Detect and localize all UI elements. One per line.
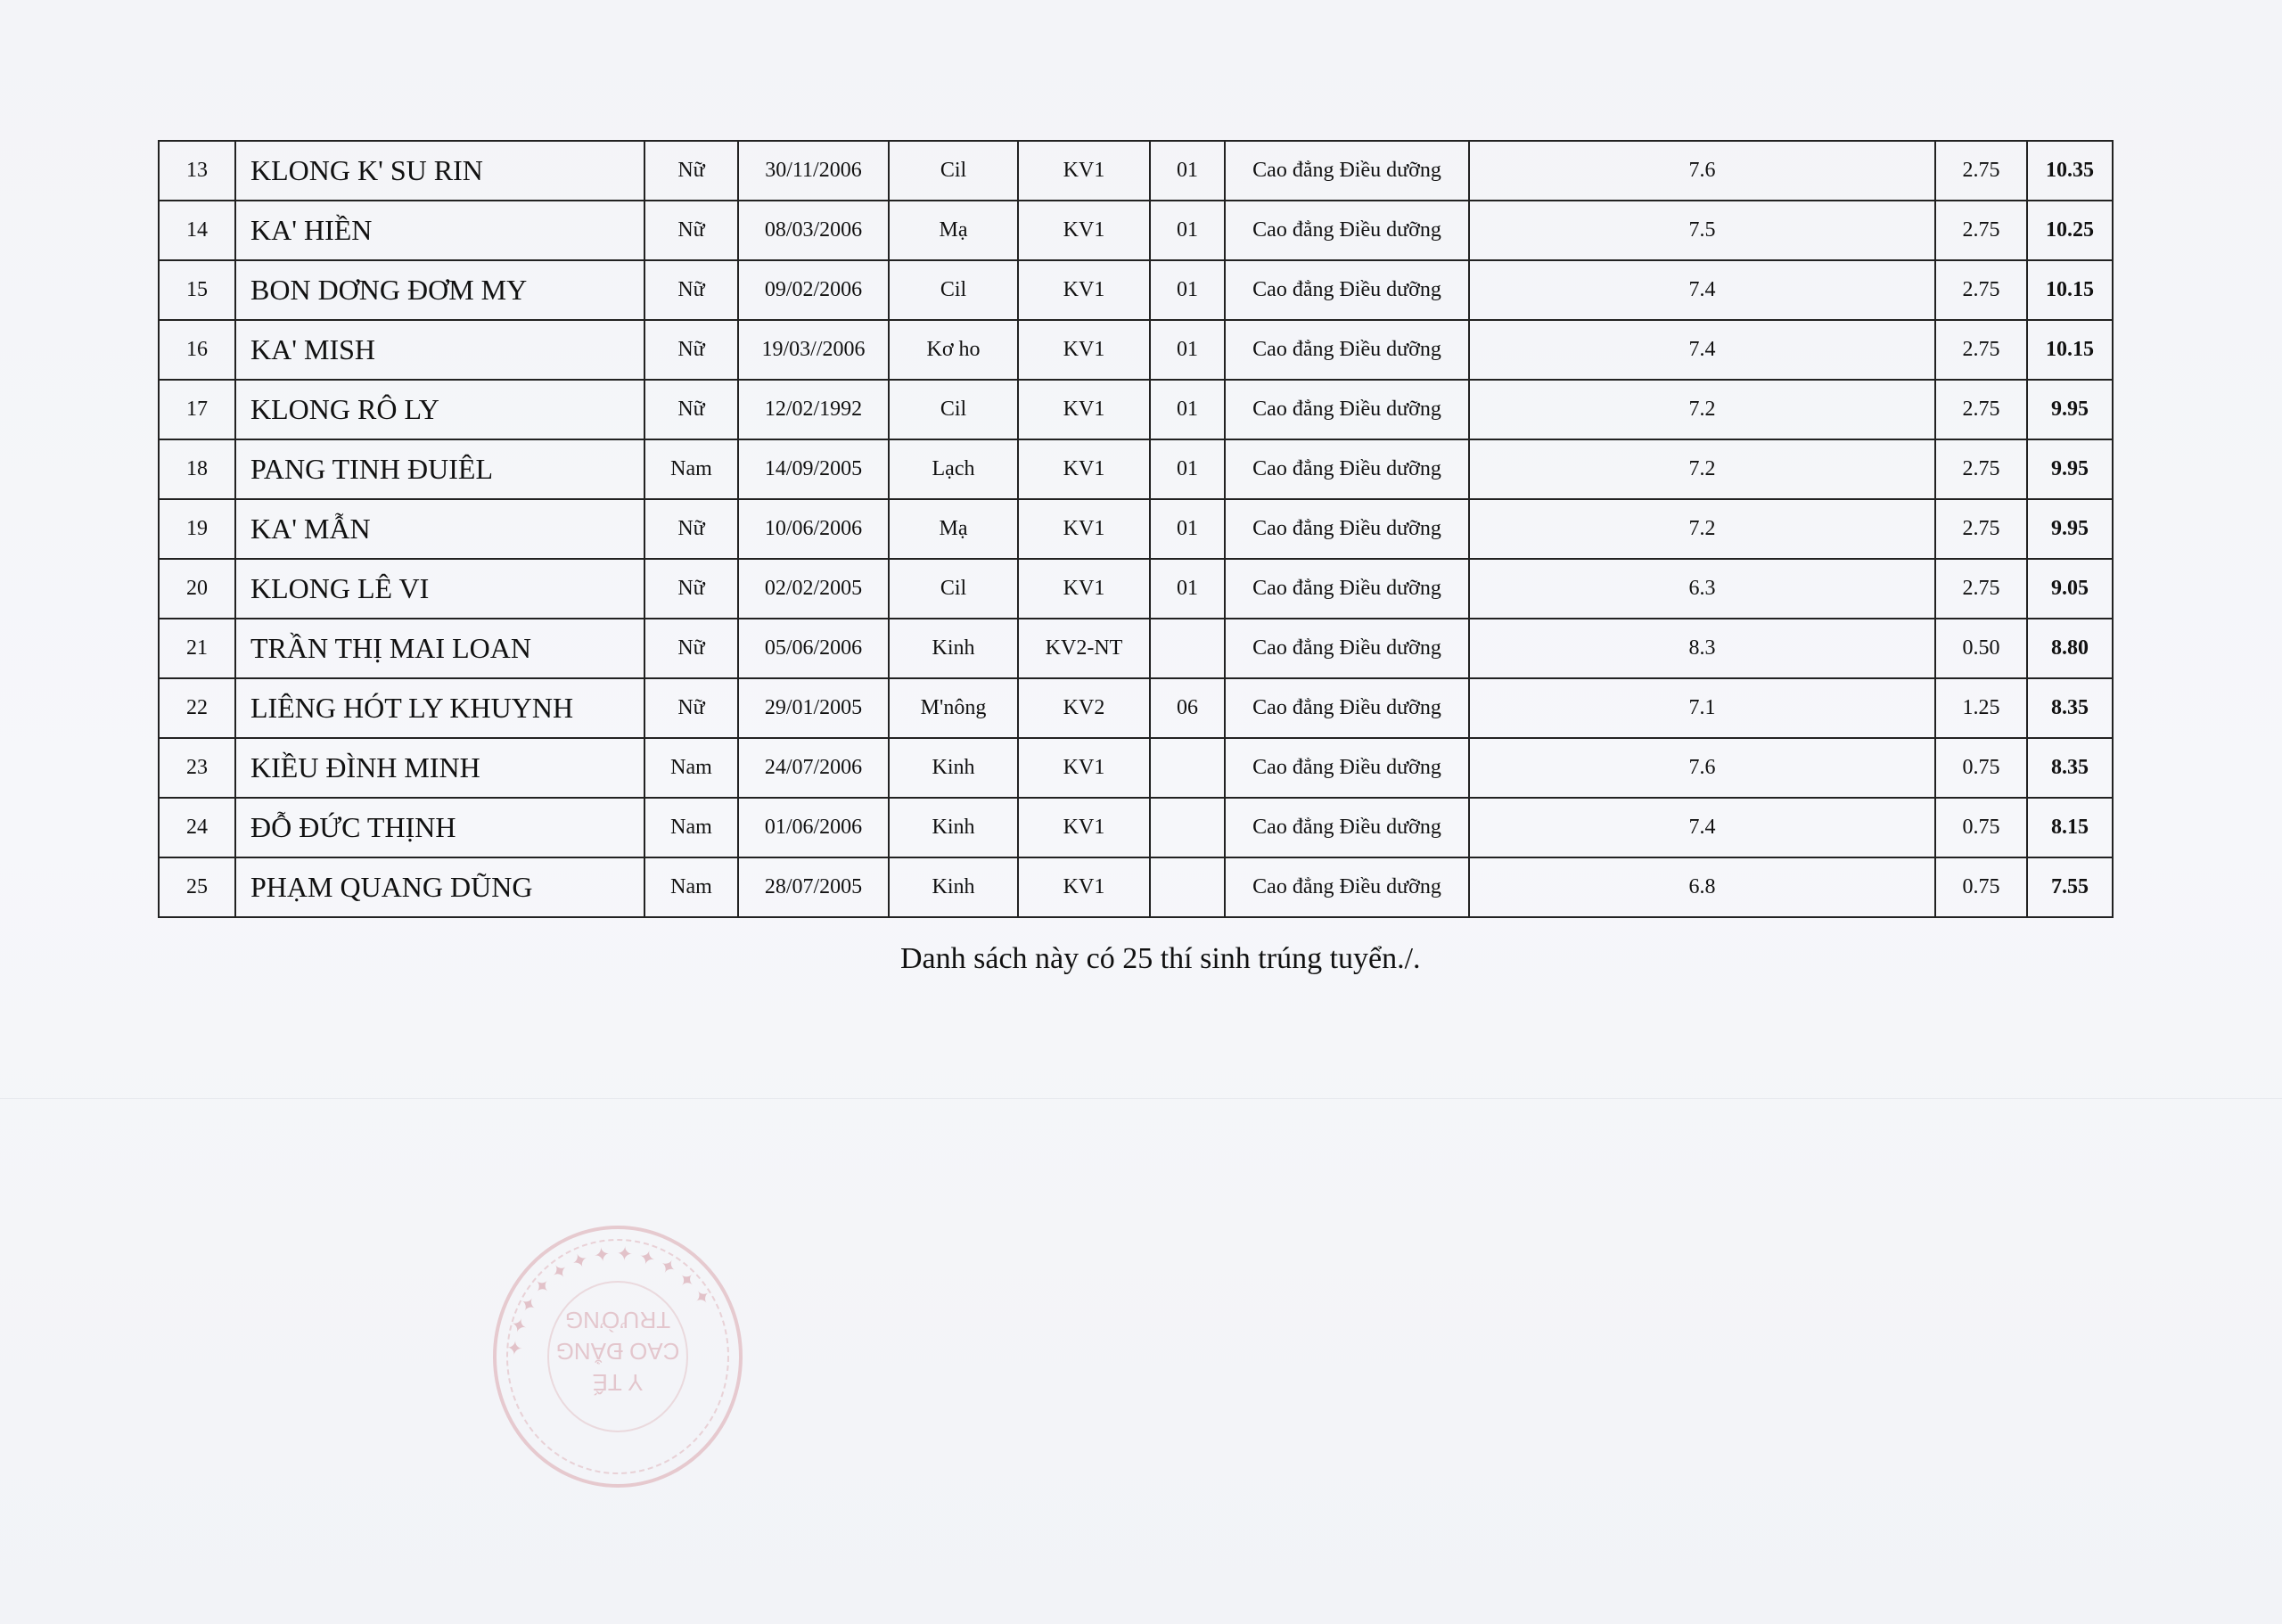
date-of-birth-cell: 24/07/2006: [738, 738, 889, 798]
total-score-cell: 8.80: [2027, 619, 2113, 678]
total-score-cell: 9.05: [2027, 559, 2113, 619]
ethnicity-cell: Mạ: [889, 201, 1018, 260]
total-score-cell: 7.55: [2027, 857, 2113, 917]
table-row: [159, 380, 2113, 439]
footer-note: Danh sách này có 25 thí sinh trúng tuyển./.: [900, 942, 1421, 975]
ethnicity-cell: Lạch: [889, 439, 1018, 499]
major-cell: Cao đẳng Điều dưỡng: [1225, 738, 1469, 798]
row-number-cell: 23: [159, 738, 235, 798]
major-cell: Cao đẳng Điều dưỡng: [1225, 619, 1469, 678]
score-cell: 7.2: [1469, 380, 1935, 439]
candidate-name-cell: ĐỖ ĐỨC THỊNH: [235, 798, 644, 857]
score-cell: 7.4: [1469, 798, 1935, 857]
gender-cell: Nam: [644, 738, 738, 798]
table-row: [159, 141, 2113, 201]
priority-cell: 01: [1150, 380, 1225, 439]
score-cell: 7.1: [1469, 678, 1935, 738]
ethnicity-cell: M'nông: [889, 678, 1018, 738]
date-of-birth-cell: 10/06/2006: [738, 499, 889, 559]
table-row: [159, 619, 2113, 678]
candidate-name-cell: PHẠM QUANG DŨNG: [235, 857, 644, 917]
total-score-cell: 10.25: [2027, 201, 2113, 260]
row-number-cell: 13: [159, 141, 235, 201]
gender-cell: Nữ: [644, 499, 738, 559]
date-of-birth-cell: 05/06/2006: [738, 619, 889, 678]
date-of-birth-cell: 19/03//2006: [738, 320, 889, 380]
bonus-points-cell: 2.75: [1935, 260, 2027, 320]
total-score-cell: 10.15: [2027, 320, 2113, 380]
area-cell: KV1: [1018, 559, 1150, 619]
bonus-points-cell: 2.75: [1935, 380, 2027, 439]
candidate-name-cell: KA' MISH: [235, 320, 644, 380]
area-cell: KV1: [1018, 798, 1150, 857]
svg-text:TRƯỜNG: TRƯỜNG: [564, 1307, 671, 1333]
table-row: [159, 260, 2113, 320]
ethnicity-cell: Kinh: [889, 619, 1018, 678]
candidate-name-cell: KA' MẪN: [235, 499, 644, 559]
area-cell: KV1: [1018, 260, 1150, 320]
total-score-cell: 9.95: [2027, 499, 2113, 559]
score-cell: 7.2: [1469, 439, 1935, 499]
official-seal-stamp: [488, 1223, 747, 1490]
total-score-cell: 8.35: [2027, 678, 2113, 738]
date-of-birth-cell: 28/07/2005: [738, 857, 889, 917]
scan-line: [0, 1098, 2282, 1099]
bonus-points-cell: 0.50: [1935, 619, 2027, 678]
svg-text:CAO ĐẲNG: CAO ĐẲNG: [555, 1338, 680, 1365]
area-cell: KV1: [1018, 320, 1150, 380]
row-number-cell: 20: [159, 559, 235, 619]
gender-cell: Nữ: [644, 559, 738, 619]
major-cell: Cao đẳng Điều dưỡng: [1225, 141, 1469, 201]
major-cell: Cao đẳng Điều dưỡng: [1225, 320, 1469, 380]
priority-cell: [1150, 798, 1225, 857]
date-of-birth-cell: 29/01/2005: [738, 678, 889, 738]
row-number-cell: 25: [159, 857, 235, 917]
bonus-points-cell: 1.25: [1935, 678, 2027, 738]
major-cell: Cao đẳng Điều dưỡng: [1225, 201, 1469, 260]
ethnicity-cell: Cil: [889, 260, 1018, 320]
priority-cell: 01: [1150, 141, 1225, 201]
area-cell: KV1: [1018, 439, 1150, 499]
table-row: [159, 559, 2113, 619]
date-of-birth-cell: 09/02/2006: [738, 260, 889, 320]
ethnicity-cell: Cil: [889, 141, 1018, 201]
ethnicity-cell: Kơ ho: [889, 320, 1018, 380]
ethnicity-cell: Mạ: [889, 499, 1018, 559]
bonus-points-cell: 2.75: [1935, 499, 2027, 559]
score-cell: 7.4: [1469, 260, 1935, 320]
ethnicity-cell: Kinh: [889, 738, 1018, 798]
major-cell: Cao đẳng Điều dưỡng: [1225, 260, 1469, 320]
area-cell: KV1: [1018, 380, 1150, 439]
row-number-cell: 14: [159, 201, 235, 260]
major-cell: Cao đẳng Điều dưỡng: [1225, 380, 1469, 439]
candidate-name-cell: KLONG LÊ VI: [235, 559, 644, 619]
score-cell: 6.3: [1469, 559, 1935, 619]
table-row: [159, 201, 2113, 260]
candidate-name-cell: KLONG K' SU RIN: [235, 141, 644, 201]
area-cell: KV1: [1018, 738, 1150, 798]
score-cell: 7.6: [1469, 141, 1935, 201]
ethnicity-cell: Cil: [889, 380, 1018, 439]
score-cell: 6.8: [1469, 857, 1935, 917]
bonus-points-cell: 2.75: [1935, 201, 2027, 260]
bonus-points-cell: 0.75: [1935, 798, 2027, 857]
row-number-cell: 21: [159, 619, 235, 678]
total-score-cell: 9.95: [2027, 380, 2113, 439]
bonus-points-cell: 0.75: [1935, 738, 2027, 798]
table-row: [159, 798, 2113, 857]
results-table: [158, 140, 2114, 918]
gender-cell: Nữ: [644, 260, 738, 320]
date-of-birth-cell: 02/02/2005: [738, 559, 889, 619]
row-number-cell: 18: [159, 439, 235, 499]
svg-text:Y TẾ: Y TẾ: [592, 1369, 644, 1396]
gender-cell: Nam: [644, 857, 738, 917]
table-row: [159, 857, 2113, 917]
row-number-cell: 24: [159, 798, 235, 857]
candidate-name-cell: TRẦN THỊ MAI LOAN: [235, 619, 644, 678]
bonus-points-cell: 2.75: [1935, 320, 2027, 380]
gender-cell: Nam: [644, 798, 738, 857]
gender-cell: Nữ: [644, 380, 738, 439]
area-cell: KV1: [1018, 141, 1150, 201]
results-table-body: [159, 141, 2113, 917]
total-score-cell: 8.15: [2027, 798, 2113, 857]
priority-cell: 01: [1150, 320, 1225, 380]
area-cell: KV1: [1018, 201, 1150, 260]
priority-cell: 01: [1150, 439, 1225, 499]
priority-cell: 01: [1150, 201, 1225, 260]
priority-cell: [1150, 738, 1225, 798]
bonus-points-cell: 2.75: [1935, 559, 2027, 619]
score-cell: 7.2: [1469, 499, 1935, 559]
date-of-birth-cell: 08/03/2006: [738, 201, 889, 260]
total-score-cell: 10.15: [2027, 260, 2113, 320]
row-number-cell: 16: [159, 320, 235, 380]
row-number-cell: 15: [159, 260, 235, 320]
priority-cell: [1150, 619, 1225, 678]
bonus-points-cell: 2.75: [1935, 141, 2027, 201]
date-of-birth-cell: 01/06/2006: [738, 798, 889, 857]
major-cell: Cao đẳng Điều dưỡng: [1225, 559, 1469, 619]
table-row: [159, 738, 2113, 798]
table-row: [159, 499, 2113, 559]
total-score-cell: 9.95: [2027, 439, 2113, 499]
major-cell: Cao đẳng Điều dưỡng: [1225, 499, 1469, 559]
score-cell: 7.6: [1469, 738, 1935, 798]
score-cell: 7.4: [1469, 320, 1935, 380]
date-of-birth-cell: 12/02/1992: [738, 380, 889, 439]
ethnicity-cell: Kinh: [889, 857, 1018, 917]
major-cell: Cao đẳng Điều dưỡng: [1225, 439, 1469, 499]
table-row: [159, 439, 2113, 499]
candidate-name-cell: LIÊNG HÓT LY KHUYNH: [235, 678, 644, 738]
table-row: [159, 320, 2113, 380]
gender-cell: Nữ: [644, 141, 738, 201]
major-cell: Cao đẳng Điều dưỡng: [1225, 678, 1469, 738]
ethnicity-cell: Cil: [889, 559, 1018, 619]
area-cell: KV2: [1018, 678, 1150, 738]
candidate-name-cell: BON DƠNG ĐƠM MY: [235, 260, 644, 320]
total-score-cell: 10.35: [2027, 141, 2113, 201]
gender-cell: Nam: [644, 439, 738, 499]
gender-cell: Nữ: [644, 619, 738, 678]
ethnicity-cell: Kinh: [889, 798, 1018, 857]
bonus-points-cell: 2.75: [1935, 439, 2027, 499]
area-cell: KV1: [1018, 857, 1150, 917]
candidate-name-cell: KA' HIỀN: [235, 201, 644, 260]
gender-cell: Nữ: [644, 201, 738, 260]
priority-cell: 01: [1150, 559, 1225, 619]
candidate-name-cell: PANG TINH ĐUIÊL: [235, 439, 644, 499]
gender-cell: Nữ: [644, 678, 738, 738]
date-of-birth-cell: 14/09/2005: [738, 439, 889, 499]
row-number-cell: 19: [159, 499, 235, 559]
svg-text:✦ ✦ ✦ ✦ ✦ ✦ ✦ ✦ ✦ ✦ ✦ ✦: ✦ ✦ ✦ ✦ ✦ ✦ ✦ ✦ ✦ ✦ ✦ ✦: [503, 1242, 716, 1357]
priority-cell: 01: [1150, 499, 1225, 559]
area-cell: KV1: [1018, 499, 1150, 559]
major-cell: Cao đẳng Điều dưỡng: [1225, 798, 1469, 857]
candidate-name-cell: KIỀU ĐÌNH MINH: [235, 738, 644, 798]
table-row: [159, 678, 2113, 738]
bonus-points-cell: 0.75: [1935, 857, 2027, 917]
priority-cell: 01: [1150, 260, 1225, 320]
total-score-cell: 8.35: [2027, 738, 2113, 798]
date-of-birth-cell: 30/11/2006: [738, 141, 889, 201]
priority-cell: [1150, 857, 1225, 917]
area-cell: KV2-NT: [1018, 619, 1150, 678]
gender-cell: Nữ: [644, 320, 738, 380]
row-number-cell: 22: [159, 678, 235, 738]
row-number-cell: 17: [159, 380, 235, 439]
candidate-name-cell: KLONG RÔ LY: [235, 380, 644, 439]
score-cell: 7.5: [1469, 201, 1935, 260]
priority-cell: 06: [1150, 678, 1225, 738]
major-cell: Cao đẳng Điều dưỡng: [1225, 857, 1469, 917]
score-cell: 8.3: [1469, 619, 1935, 678]
